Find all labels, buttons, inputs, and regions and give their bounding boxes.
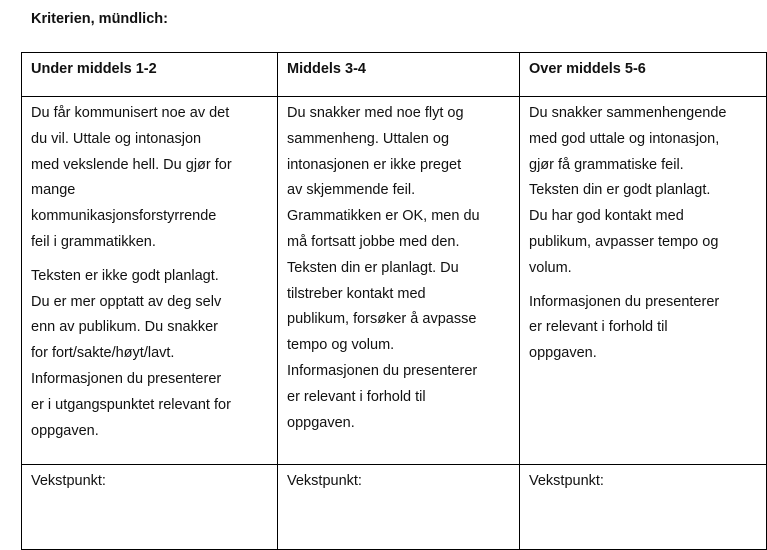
header-cell-over-middels [520,53,767,97]
header-row [22,53,767,97]
criteria-cell [22,97,278,465]
criteria-cell [278,97,520,465]
text-line: Grammatikken er OK, men du [287,208,480,225]
text-line: feil i grammatikken. [31,233,156,250]
text-line: Informasjonen du presenterer [529,293,720,310]
text-line: Teksten din er godt planlagt. [529,182,711,199]
header-label: Under middels 1-2 [31,61,157,77]
text-line: sammenheng. Uttalen og [287,130,450,147]
header-label: Over middels 5-6 [529,61,646,77]
text-line: intonasjonen er ikke preget [287,156,462,173]
criteria-row [22,97,767,465]
text-line: gjør få grammatiske feil. [529,156,684,173]
growth-point-cell [22,465,278,550]
text-line: Du får kommunisert noe av det [31,105,230,121]
text-line: oppgaven. [529,345,597,362]
text-line: tilstreber kontakt med [287,285,426,302]
text-line: med god uttale og intonasjon, [529,130,720,147]
text-line: volum. [529,259,572,276]
header-cell-middels [278,53,520,97]
criteria-paragraph [31,101,269,256]
text-line: er i utgangspunktet relevant for [31,396,231,413]
text-line: du vil. Uttale og intonasjon [31,130,202,147]
growth-point-label: Vekstpunkt: [529,473,604,489]
text-line: er relevant i forhold til [287,388,426,405]
text-line: for fort/sakte/høyt/lavt. [31,345,175,362]
criteria-cell [520,97,767,465]
criteria-paragraph [31,264,269,445]
text-line: Informasjonen du presenterer [287,362,478,379]
document-title: Kriterien, mündlich: [31,11,168,27]
growth-point-cell [520,465,767,550]
text-line: av skjemmende feil. [287,182,416,199]
text-line: oppgaven. [287,414,355,431]
text-line: Informasjonen du presenterer [31,370,222,387]
text-line: mange [31,182,76,199]
text-line: må fortsatt jobbe med den. [287,233,460,250]
criteria-paragraph [529,101,758,282]
text-line: kommunikasjonsforstyrrende [31,208,217,225]
text-line: Du har god kontakt med [529,208,684,225]
text-line: Teksten din er planlagt. Du [287,259,459,276]
text-line: med vekslende hell. Du gjør for [31,156,232,173]
growth-point-row [22,465,767,550]
header-label: Middels 3-4 [287,61,366,77]
text-line: Teksten er ikke godt planlagt. [31,267,219,284]
text-line: Du er mer opptatt av deg selv [31,293,222,310]
text-line: tempo og volum. [287,337,395,354]
header-cell-under-middels [22,53,278,97]
growth-point-label: Vekstpunkt: [287,473,362,489]
text-line: publikum, avpasser tempo og [529,233,719,250]
criteria-paragraph [529,290,758,367]
text-line: oppgaven. [31,422,99,439]
criteria-paragraph [287,101,511,436]
growth-point-cell [278,465,520,550]
growth-point-label: Vekstpunkt: [31,473,106,489]
text-line: er relevant i forhold til [529,319,668,336]
text-line: Du snakker sammenhengende [529,105,727,121]
text-line: Du snakker med noe flyt og [287,105,464,121]
criteria-table [21,52,767,550]
text-line: publikum, forsøker å avpasse [287,311,477,328]
text-line: enn av publikum. Du snakker [31,319,218,336]
